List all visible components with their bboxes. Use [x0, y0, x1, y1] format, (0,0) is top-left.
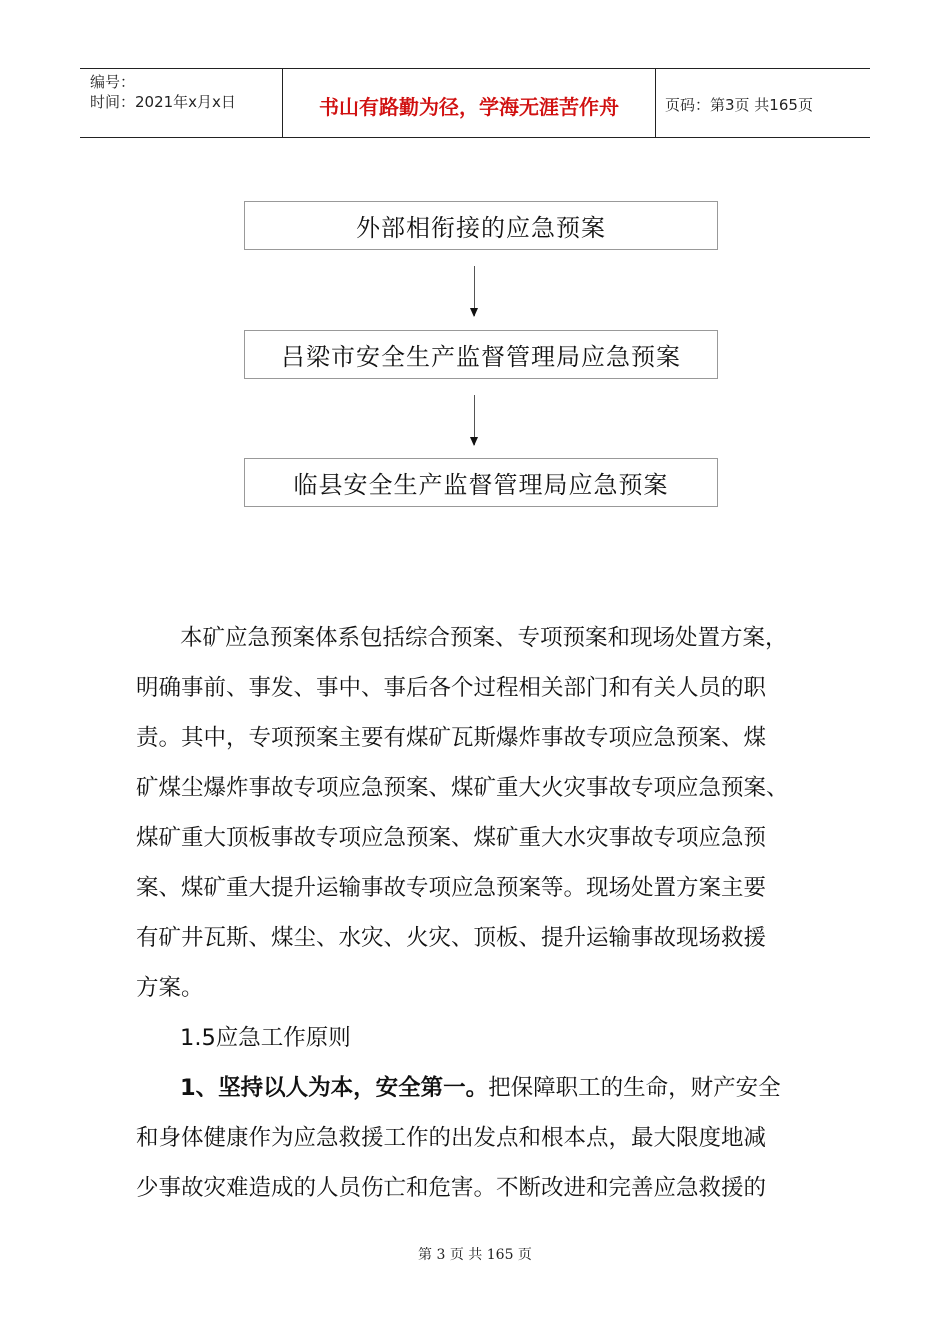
- document-number-label: 编号：: [90, 73, 136, 91]
- flow-box-external-plan: 外部相衔接的应急预案: [244, 201, 718, 250]
- paragraph-line: 矿煤尘爆炸事故专项应急预案、煤矿重大火灾事故专项应急预案、: [136, 775, 789, 801]
- paragraph-line: 方案。: [136, 975, 204, 1001]
- principle-1-title: 1、坚持以人为本，安全第一。: [180, 1075, 489, 1101]
- header-meta-cell: [80, 69, 282, 137]
- flow-arrow-2: [474, 395, 475, 445]
- paragraph-line: 责。其中，专项预案主要有煤矿瓦斯爆炸事故专项应急预案、煤: [136, 725, 767, 751]
- header-motto-cell: [282, 69, 656, 137]
- header-page-info: 页码：第3页 共165页: [665, 96, 813, 114]
- page-header: [80, 68, 870, 138]
- paragraph-line: 少事故灾难造成的人员伤亡和危害。不断改进和完善应急救援的: [136, 1175, 767, 1201]
- paragraph-line: 煤矿重大顶板事故专项应急预案、煤矿重大水灾事故专项应急预: [136, 825, 767, 851]
- flow-arrow-1: [474, 266, 475, 316]
- principle-1-text: 把保障职工的生命，财产安全: [488, 1075, 781, 1101]
- section-heading: 1.5应急工作原则: [180, 1025, 351, 1051]
- document-time-label: 时间：2021年x月x日: [90, 93, 236, 111]
- paragraph-line: 案、煤矿重大提升运输事故专项应急预案等。现场处置方案主要: [136, 875, 767, 901]
- paragraph-line: 和身体健康作为应急救援工作的出发点和根本点，最大限度地减: [136, 1125, 767, 1151]
- header-page-cell: [655, 69, 870, 137]
- flow-box-lvliang-plan: 吕梁市安全生产监督管理局应急预案: [244, 330, 718, 379]
- principle-1-first-line: [180, 1070, 781, 1102]
- paragraph-line: 明确事前、事发、事中、事后各个过程相关部门和有关人员的职: [136, 675, 767, 701]
- page-footer: 第 3 页 共 165 页: [418, 1247, 532, 1263]
- paragraph-line: 本矿应急预案体系包括综合预案、专项预案和现场处置方案，: [180, 625, 788, 651]
- header-motto: 书山有路勤为径，学海无涯苦作舟: [319, 95, 619, 119]
- paragraph-line: 有矿井瓦斯、煤尘、水灾、火灾、顶板、提升运输事故现场救援: [136, 925, 767, 951]
- flow-box-linxian-plan: 临县安全生产监督管理局应急预案: [244, 458, 718, 507]
